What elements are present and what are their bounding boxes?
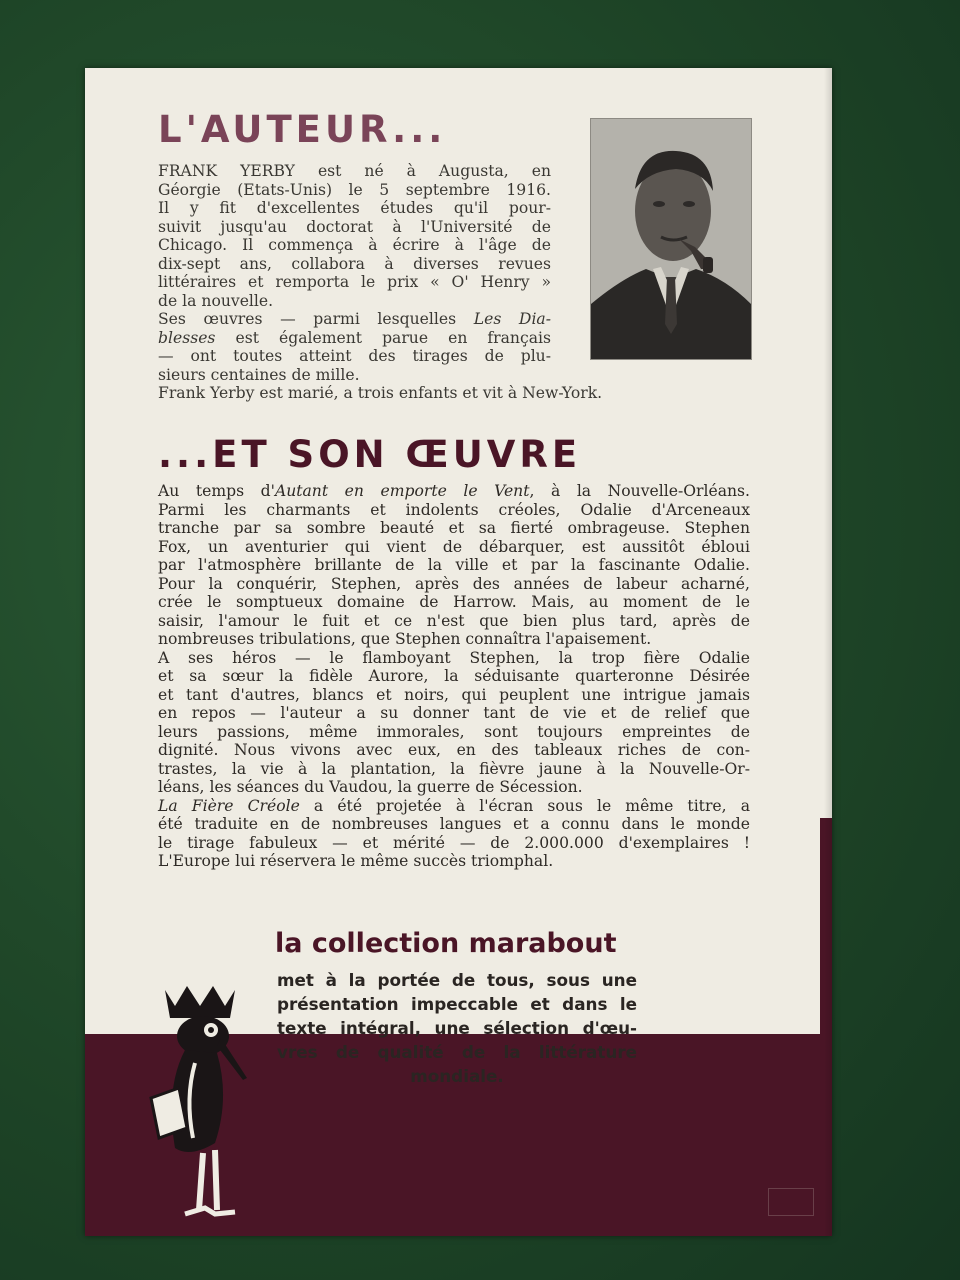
text-line [158, 686, 750, 705]
text-line [158, 852, 750, 871]
text-line [158, 667, 750, 686]
text-segment: a été projetée à l'écran sous le même titre, a [299, 796, 750, 815]
work-heading: ...ET SON ŒUVRE [158, 433, 582, 476]
collection-line: mondiale. [410, 1066, 504, 1086]
text-line [158, 181, 551, 200]
text-segment: , à la Nouvelle-Orléans. [529, 482, 750, 500]
italic-title: Autant en emporte le Vent [274, 482, 530, 500]
text-line [158, 329, 551, 348]
text-segment: Fox, un aventurier qui vient de débarquer, est aussitôt ébloui [158, 537, 750, 556]
text-line [158, 218, 551, 237]
text-line [158, 575, 750, 594]
text-segment: par l'atmosphère brillante de la ville et par la fascinante Odalie. [158, 556, 750, 574]
text-line [158, 778, 750, 797]
italic-title: La Fière Créole [158, 796, 300, 815]
marabout-bird-logo [145, 978, 255, 1228]
text-line [158, 384, 603, 403]
book-back-cover [85, 68, 832, 1236]
collection-title: la collection marabout [275, 928, 617, 959]
text-segment: crée le somptueux domaine de Harrow. Mais, au moment de le [158, 593, 750, 611]
text-line [158, 704, 750, 723]
text-line [158, 593, 750, 612]
text-line [158, 501, 750, 520]
text-line [158, 292, 551, 311]
text-segment: et sa sœur la fidèle Aurore, la séduisante quarteronne Désirée [158, 667, 750, 685]
italic-title: Les Dia- [473, 310, 551, 328]
text-line [158, 519, 750, 538]
text-segment: Il y fit d'excellentes études qu'il pour- [158, 199, 551, 217]
text-segment: littéraires et remporta le prix « O' Henry » [158, 273, 551, 291]
work-summary [158, 482, 750, 871]
text-line [158, 366, 551, 385]
text-segment: A ses héros — le flamboyant Stephen, la trop fière Odalie [158, 648, 750, 667]
text-segment: L'Europe lui réservera le même succès triomphal. [158, 852, 554, 870]
text-segment: saisir, l'amour le fuit et ce n'est que bien plus tard, après de [158, 611, 750, 630]
collection-line: présentation impeccable et dans le [277, 994, 637, 1014]
text-line [158, 834, 750, 853]
text-line [158, 310, 551, 329]
text-segment: Géorgie (Etats-Unis) le 5 septembre 1916. [158, 180, 551, 199]
text-segment: Frank Yerby est marié, a trois enfants et vit à New-York. [158, 384, 603, 402]
text-line [158, 760, 750, 779]
text-segment: et tant d'autres, blancs et noirs, qui peuplent une intrigue jamais [158, 685, 750, 704]
text-segment: FRANK YERBY est né à Augusta, en [158, 162, 551, 180]
text-line [158, 236, 551, 255]
text-segment: Pour la conquérir, Stephen, après des années de labeur acharné, [158, 574, 750, 593]
author-photo [590, 118, 752, 360]
author-heading: L'AUTEUR... [158, 108, 447, 151]
publisher-stamp [768, 1188, 814, 1216]
text-segment: trastes, la vie à la plantation, la fièvre jaune à la Nouvelle-Or- [158, 759, 750, 778]
text-segment: leurs passions, même immorales, sont toujours empreintes de [158, 722, 750, 741]
text-line [158, 347, 551, 366]
text-line [158, 741, 750, 760]
text-line [158, 273, 551, 292]
text-line [158, 199, 551, 218]
italic-title: blesses [158, 328, 216, 347]
text-segment: de la nouvelle. [158, 291, 274, 310]
text-segment: dignité. Nous vivons avec eux, en des tableaux riches de con- [158, 741, 750, 759]
text-line [158, 162, 551, 181]
text-segment: le tirage fabuleux — et mérité — de 2.000.000 d'exemplaires ! [158, 833, 750, 852]
collection-line: vres de qualité de la littérature [277, 1042, 637, 1062]
collection-line: met à la portée de tous, sous une [277, 970, 637, 990]
text-line [158, 630, 750, 649]
text-segment: est également parue en français [215, 328, 551, 347]
text-segment: Parmi les charmants et indolents créoles, Odalie d'Arceneaux [158, 500, 750, 519]
text-segment: suivit jusqu'au doctorat à l'Université de [158, 217, 551, 236]
text-line [158, 723, 750, 742]
cover-spine-band [820, 818, 832, 1038]
text-segment: en repos — l'auteur a su donner tant de vie et de relief que [158, 704, 750, 722]
text-segment: Au temps d' [158, 482, 275, 500]
text-segment: été traduite en de nombreuses langues et a connu dans le monde [158, 815, 750, 833]
text-segment: léans, les séances du Vaudou, la guerre de Sécession. [158, 778, 583, 796]
text-segment: Chicago. Il commença à écrire à l'âge de [158, 236, 551, 254]
collection-line: texte intégral, une sélection d'œu- [277, 1018, 637, 1038]
text-segment: sieurs centaines de mille. [158, 365, 360, 384]
author-portrait-image [591, 119, 751, 359]
text-line [158, 612, 750, 631]
text-segment: — ont toutes atteint des tirages de plu- [158, 347, 551, 365]
text-line [158, 649, 750, 668]
text-segment: dix-sept ans, collabora à diverses revues [158, 254, 551, 273]
text-segment: nombreuses tribulations, que Stephen connaîtra l'apaisement. [158, 630, 652, 648]
author-bio [158, 162, 603, 403]
text-line [158, 815, 750, 834]
collection-description [277, 968, 637, 1088]
text-line [158, 538, 750, 557]
text-segment: Ses œuvres — parmi lesquelles [158, 310, 474, 328]
text-line [158, 482, 750, 501]
text-line [158, 556, 750, 575]
text-line [158, 255, 551, 274]
text-line [158, 797, 750, 816]
text-segment: tranche par sa sombre beauté et sa fierté ombrageuse. Stephen [158, 519, 750, 537]
